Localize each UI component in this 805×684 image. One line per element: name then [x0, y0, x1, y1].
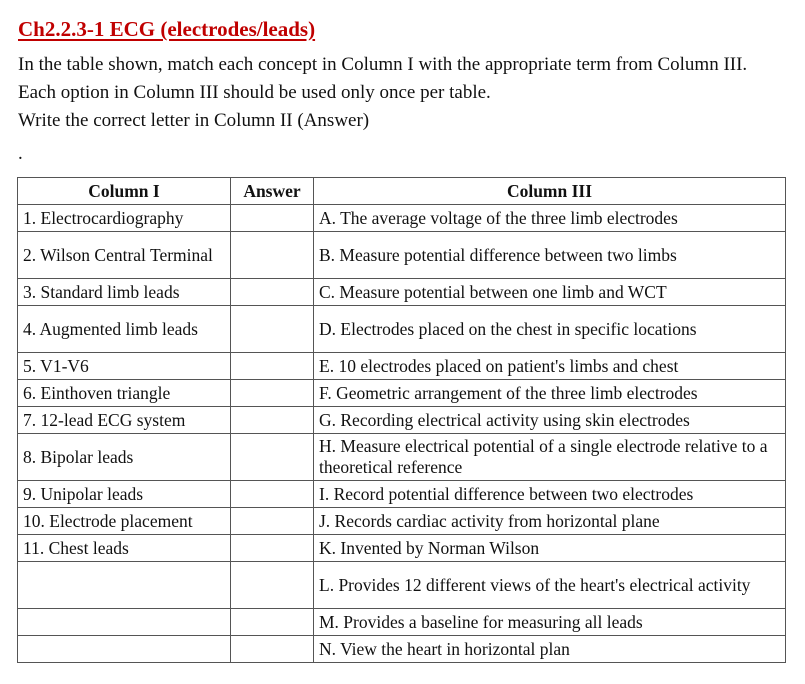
table-row — [18, 562, 786, 609]
concept-cell — [18, 609, 231, 636]
answer-cell[interactable] — [231, 205, 314, 232]
concept-cell — [18, 636, 231, 663]
term-cell: M. Provides a baseline for measuring all leads — [314, 609, 786, 636]
concept-cell: 2. Wilson Central Terminal — [18, 232, 231, 279]
answer-cell[interactable] — [231, 380, 314, 407]
header-answer: Answer — [231, 178, 314, 205]
answer-cell[interactable] — [231, 353, 314, 380]
answer-cell[interactable] — [231, 609, 314, 636]
table-row — [18, 407, 786, 434]
answer-cell[interactable] — [231, 535, 314, 562]
concept-cell: 7. 12-lead ECG system — [18, 407, 231, 434]
table-row — [18, 609, 786, 636]
term-cell: A. The average voltage of the three limb electrodes — [314, 205, 786, 232]
table-row — [18, 205, 786, 232]
term-cell: B. Measure potential difference between two limbs — [314, 232, 786, 279]
instruction-line-2: Write the correct letter in Column II (Answer) — [18, 110, 370, 131]
concept-cell — [18, 562, 231, 609]
term-cell: J. Records cardiac activity from horizontal plane — [314, 508, 786, 535]
instruction-line-1: In the table shown, match each concept in Column I with the appropriate term from Column III. Each option in Column III should be used only once per table. — [18, 54, 748, 103]
term-cell: G. Recording electrical activity using skin electrodes — [314, 407, 786, 434]
concept-cell: 6. Einthoven triangle — [18, 380, 231, 407]
term-cell: L. Provides 12 different views of the heart's electrical activity — [314, 562, 786, 609]
term-cell: I. Record potential difference between two electrodes — [314, 481, 786, 508]
term-cell: F. Geometric arrangement of the three limb electrodes — [314, 380, 786, 407]
answer-cell[interactable] — [231, 306, 314, 353]
matching-table — [17, 177, 786, 663]
page-title: Ch2.2.3-1 ECG (electrodes/leads) — [18, 17, 316, 41]
answer-cell[interactable] — [231, 508, 314, 535]
term-cell: E. 10 electrodes placed on patient's limbs and chest — [314, 353, 786, 380]
answer-cell[interactable] — [231, 232, 314, 279]
table-row — [18, 434, 786, 481]
table-row — [18, 481, 786, 508]
header-column-i: Column I — [18, 178, 231, 205]
term-cell: N. View the heart in horizontal plan — [314, 636, 786, 663]
concept-cell: 9. Unipolar leads — [18, 481, 231, 508]
term-cell: H. Measure electrical potential of a single electrode relative to a theoretical reference — [314, 434, 786, 481]
answer-cell[interactable] — [231, 481, 314, 508]
term-cell: K. Invented by Norman Wilson — [314, 535, 786, 562]
concept-cell: 11. Chest leads — [18, 535, 231, 562]
answer-cell[interactable] — [231, 279, 314, 306]
answer-cell[interactable] — [231, 636, 314, 663]
answer-cell[interactable] — [231, 407, 314, 434]
table-row — [18, 232, 786, 279]
table-row — [18, 306, 786, 353]
table-row — [18, 380, 786, 407]
concept-cell: 1. Electrocardiography — [18, 205, 231, 232]
stray-mark: . — [18, 143, 23, 164]
concept-cell: 8. Bipolar leads — [18, 434, 231, 481]
concept-cell: 3. Standard limb leads — [18, 279, 231, 306]
term-cell: C. Measure potential between one limb and WCT — [314, 279, 786, 306]
table-row — [18, 508, 786, 535]
table-row — [18, 636, 786, 663]
table-row — [18, 279, 786, 306]
table-row — [18, 535, 786, 562]
term-cell: D. Electrodes placed on the chest in specific locations — [314, 306, 786, 353]
concept-cell: 4. Augmented limb leads — [18, 306, 231, 353]
answer-cell[interactable] — [231, 562, 314, 609]
concept-cell: 5. V1-V6 — [18, 353, 231, 380]
header-column-iii: Column III — [314, 178, 786, 205]
table-row — [18, 353, 786, 380]
answer-cell[interactable] — [231, 434, 314, 481]
instructions — [18, 51, 788, 135]
concept-cell: 10. Electrode placement — [18, 508, 231, 535]
